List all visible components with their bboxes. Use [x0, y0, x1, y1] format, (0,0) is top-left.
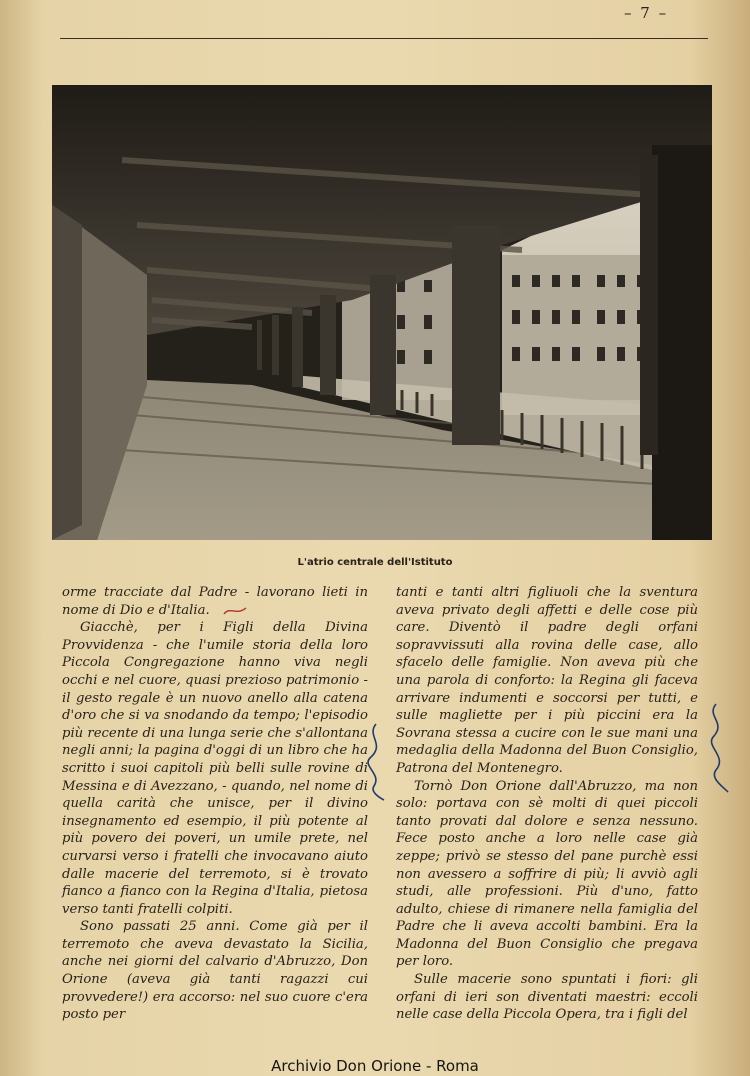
- photo-caption: L'atrio centrale dell'Istituto: [297, 557, 453, 568]
- paragraph: orme tracciate dal Padre - lavorano lieti in nome di Dio e d'Italia.: [62, 585, 368, 618]
- paragraph: Sulle macerie sono spuntati i fiori: gli orfani di ieri son diventati maestri: eccoli nelle case della Piccola Opera, tra i figli del: [396, 972, 698, 1023]
- header-rule: [60, 38, 708, 39]
- paragraph: Giacchè, per i Figli della Divina Provvidenza - che l'umile storia della loro Piccola Congregazione hanno viva negli occhi e nel cuore, quasi prezioso patrimonio - il gesto regale è un nuovo anello alla catena d'oro che si va snodando da tempo; l'episodio più recente di una lunga serie che s'allontana negli anni; la pagina d'oggi di un libro che ha scritto i suoi capitoli più belli sulle rovine di Messina e di Avezzano, - quando, nel nome di quella carità che unisce, per il divino insegnamento ed esempio, il più potente al più povero dei poveri, un umile prete, nel curvarsi verso i fratelli che invocavano aiuto dalle macerie del terremoto, si è trovato fianco a fianco con la Regina d'Italia, pietosa verso tanti fratelli colpiti.: [62, 620, 368, 917]
- left-column: [62, 584, 368, 1024]
- right-column: [396, 584, 698, 1024]
- pen-mark-left: [362, 722, 392, 802]
- atrio-photo: [52, 85, 712, 540]
- pen-mark-right: [704, 700, 734, 796]
- paragraph: tanti e tanti altri figliuoli che la sventura aveva privato degli affetti e delle cose più care. Diventò il padre degli orfani sopravvissuti alla rovina delle case, allo sfacelo delle famiglie. Non aveva più che una parola di conforto: la Regina gli faceva arrivare indumenti e soccorsi per tutti, e sulle magliette per i più piccini era la Sovrana stessa a cucire con le sue mani una medaglia della Madonna del Buon Consiglio, Patrona del Montenegro.: [396, 585, 698, 776]
- pen-tick: [222, 604, 248, 618]
- paragraph: Tornò Don Orione dall'Abruzzo, ma non solo: portava con sè molti di quei piccoli tanto provati dal dolore e senza nessuno. Fece posto anche a loro nelle case già zeppe; privò se stesso del pane purchè essi non avessero a soffrire di più; li avviò agli studi, alle professioni. Più d'uno, fatto adulto, chiese di rimanere nella famiglia del Padre che li aveva accolti bambini. Era la Madonna del Buon Consiglio che pregava per loro.: [396, 778, 698, 970]
- paragraph: Sono passati 25 anni. Come già per il terremoto che aveva devastato la Sicilia, anche nei giorni del calvario d'Abruzzo, Don Orione (aveva già tanti ragazzi cui provvedere!) era accorso: nel suo cuore c'era posto per: [62, 919, 368, 1023]
- archive-label: Archivio Don Orione - Roma: [271, 1057, 479, 1075]
- page-number: – 7 –: [624, 4, 669, 22]
